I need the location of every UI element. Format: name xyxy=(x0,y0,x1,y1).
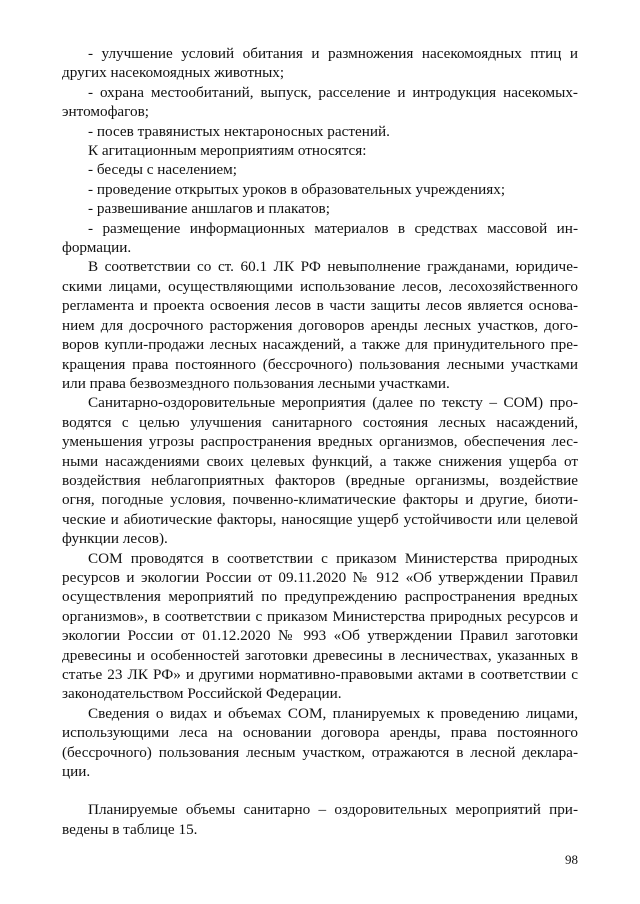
body-text xyxy=(62,44,578,839)
paragraph-bullet-open-lessons: - проведение открытых уроков в образовательных учреждениях; xyxy=(88,180,506,198)
paragraph-bullet-habitat-birds: - улучшение условий обитания и размножения насекомоядных птиц и других насекомоядных животных; xyxy=(62,45,578,82)
paragraph-som-definition: Санитарно-оздоровительные мероприятия (далее по тексту – СОМ) проводятся с целью улучшения санитарного состояния лесных насаждений, уменьшения угрозы распространения вредных организмов, обеспечения лесными насаждениями своих целевых функций, а также снижения ущерба от воздействия неблагоприятных факторов (вредные организмы, воздействие огня, погодные условия, почвенно-климатические факторы и другие, биотические и абиотические факторы, наносящие ущерб устойчивости или целевой функции лесов). xyxy=(62,394,578,548)
paragraph-gap xyxy=(62,781,578,800)
paragraph-bullet-sowing: - посев травянистых нектароносных растений. xyxy=(88,122,390,140)
page-number: 98 xyxy=(565,852,578,867)
paragraph-bullet-media: - размещение информационных материалов в средствах массовой информации. xyxy=(62,219,578,257)
paragraph-som-declaration: Сведения о видах и объемах СОМ, планируемых к проведению лицами, использующими леса на основании договора аренды, права постоянного (бессрочного) пользования лесным участком, отражаются в лесной декларации. xyxy=(62,704,578,781)
paragraph-article-60-1: В соответствии со ст. 60.1 ЛК РФ невыполнение гражданами, юридическими лицами, осуществляющими использование лесов, лесохозяйственного регламента и проекта освоения лесов в части защиты лесов является основанием для досрочного расторжения договоров аренды лесных участков, договоров купли-продажи лесных насаждений, а также для принудительного прекращения права постоянного (бессрочного) пользования лесными участками или права безвозмездного пользования лесными участками. xyxy=(62,258,578,392)
paragraph-som-regulations: СОМ проводятся в соответствии с приказом Министерства природных ресурсов и экологии России от 09.11.2020 № 912 «Об утверждении Правил осуществления мероприятий по предупреждению распространения вредных организмов», в соответствии с приказом Министерства природных ресурсов и экологии России от 01.12.2020 № 993 «Об утверждении Правил заготовки древесины и особенностей заготовки древесины в лесничествах, указанных в статье 23 ЛК РФ» и другими нормативно-правовыми актами в соответствии с законодательством Российской Федерации. xyxy=(62,549,578,703)
paragraph-bullet-talks: - беседы с населением; xyxy=(88,161,237,179)
paragraph-agitation-heading: К агитационным мероприятиям относятся: xyxy=(88,142,367,160)
paragraph-table-reference: Планируемые объемы санитарно – оздоровительных мероприятий приведены в таблице 15. xyxy=(62,801,578,838)
paragraph-bullet-habitat-protection: - охрана местообитаний, выпуск, расселение и интродукция насекомых-энтомофагов; xyxy=(62,83,578,121)
paragraph-bullet-posters: - развешивание аншлагов и плакатов; xyxy=(88,200,330,218)
